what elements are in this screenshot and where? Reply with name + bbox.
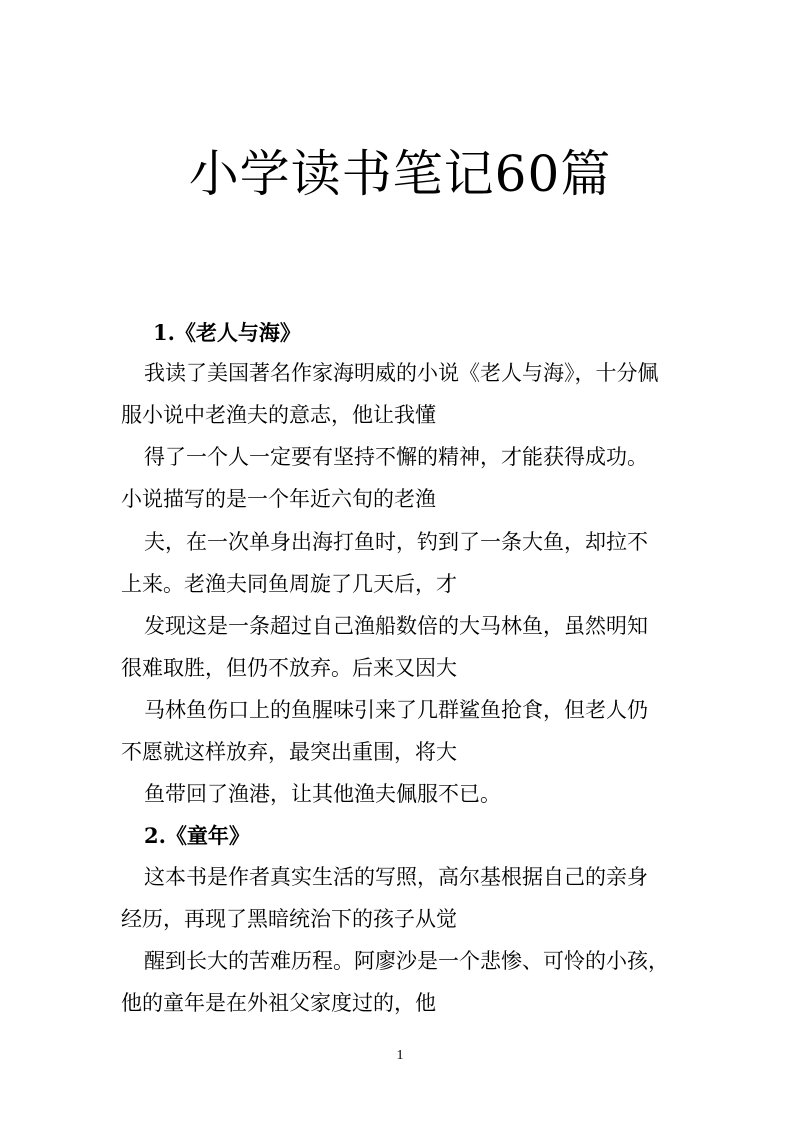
- paragraph-line: 很难取胜，但仍不放弃。后来又因大: [121, 656, 457, 680]
- paragraph-line: 他的童年是在外祖父家度过的，他: [121, 991, 436, 1015]
- paragraph-line: 鱼带回了渔港，让其他渔夫佩服不已。: [144, 782, 501, 806]
- paragraph-line: 我读了美国著名作家海明威的小说《老人与海》，十分佩: [144, 361, 659, 385]
- section-heading-1: 1.《老人与海》: [153, 320, 301, 345]
- page-title: 小学读书笔记60篇: [188, 145, 612, 203]
- paragraph-line: 小说描写的是一个年近六旬的老渔: [121, 487, 436, 511]
- paragraph-line: 发现这是一条超过自己渔船数倍的大马林鱼，虽然明知: [144, 614, 648, 638]
- page-number: 1: [396, 1048, 404, 1063]
- paragraph-line: 经历，再现了黑暗统治下的孩子从觉: [121, 907, 457, 931]
- paragraph-line: 夫，在一次单身出海打鱼时，钓到了一条大鱼，却拉不: [144, 530, 648, 554]
- paragraph-line: 得了一个人一定要有坚持不懈的精神，才能获得成功。: [144, 445, 648, 469]
- paragraph-line: 不愿就这样放弃，最突出重围，将大: [121, 740, 457, 764]
- paragraph-line: 马林鱼伤口上的鱼腥味引来了几群鲨鱼抢食，但老人仍: [144, 698, 648, 722]
- paragraph-line: 服小说中老渔夫的意志，他让我懂: [121, 403, 436, 427]
- paragraph-line: 这本书是作者真实生活的写照，高尔基根据自己的亲身: [144, 865, 648, 889]
- section-heading-2: 2.《童年》: [144, 823, 250, 848]
- paragraph-line: 上来。老渔夫同鱼周旋了几天后，才: [121, 572, 457, 596]
- paragraph-line: 醒到长大的苦难历程。阿廖沙是一个悲惨、可怜的小孩，: [144, 949, 669, 973]
